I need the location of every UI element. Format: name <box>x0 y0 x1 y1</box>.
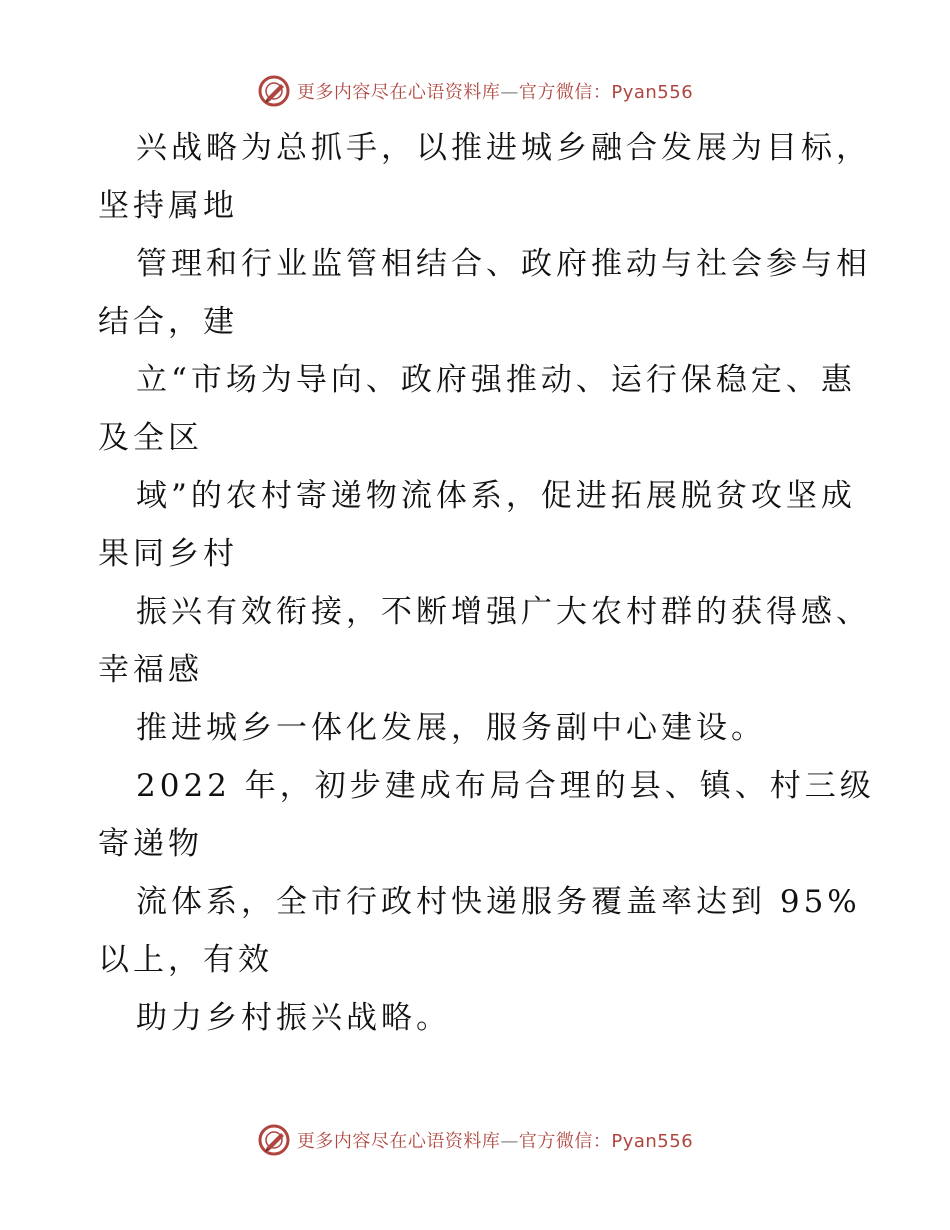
body-line: 及全区 <box>98 420 203 456</box>
body-line: 果同乡村 <box>98 536 238 572</box>
header-wechat-label: 官方微信： <box>518 82 612 103</box>
body-line: 域”的农村寄递物流体系，促进拓展脱贫攻坚成 <box>136 478 856 514</box>
body-line: 结合，建 <box>98 304 238 340</box>
body-line: 立“市场为导向、政府强推动、运行保稳定、惠 <box>136 362 856 398</box>
header-wechat-id: Pyan556 <box>611 82 694 103</box>
footer-separator: — <box>500 1131 519 1152</box>
header-main-text: 更多内容尽在心语资料库 <box>296 82 501 103</box>
page-header <box>0 71 950 111</box>
body-line: 幸福感 <box>98 652 203 688</box>
body-line: 坚持属地 <box>98 188 238 224</box>
seal-pen-icon <box>257 74 291 108</box>
body-line: 以上，有效 <box>98 942 273 978</box>
body-line: 推进城乡一体化发展，服务副中心建设。 <box>136 710 766 746</box>
header-banner <box>297 78 693 104</box>
body-line: 2022 年，初步建成布局合理的县、镇、村三级 <box>136 768 875 804</box>
footer-wechat-label: 官方微信： <box>518 1131 612 1152</box>
seal-pen-icon <box>257 1123 291 1157</box>
body-line: 兴战略为总抓手，以推进城乡融合发展为目标， <box>136 130 871 166</box>
footer-banner <box>297 1127 693 1153</box>
body-line: 振兴有效衔接，不断增强广大农村群的获得感、 <box>136 594 871 630</box>
page-footer <box>0 1120 950 1160</box>
header-separator: — <box>500 82 519 103</box>
body-line: 流体系，全市行政村快递服务覆盖率达到 95% <box>136 884 861 920</box>
footer-wechat-id: Pyan556 <box>611 1131 694 1152</box>
body-line: 寄递物 <box>98 826 203 862</box>
footer-main-text: 更多内容尽在心语资料库 <box>296 1131 501 1152</box>
body-line: 管理和行业监管相结合、政府推动与社会参与相 <box>136 246 871 282</box>
body-line: 助力乡村振兴战略。 <box>136 1000 451 1036</box>
